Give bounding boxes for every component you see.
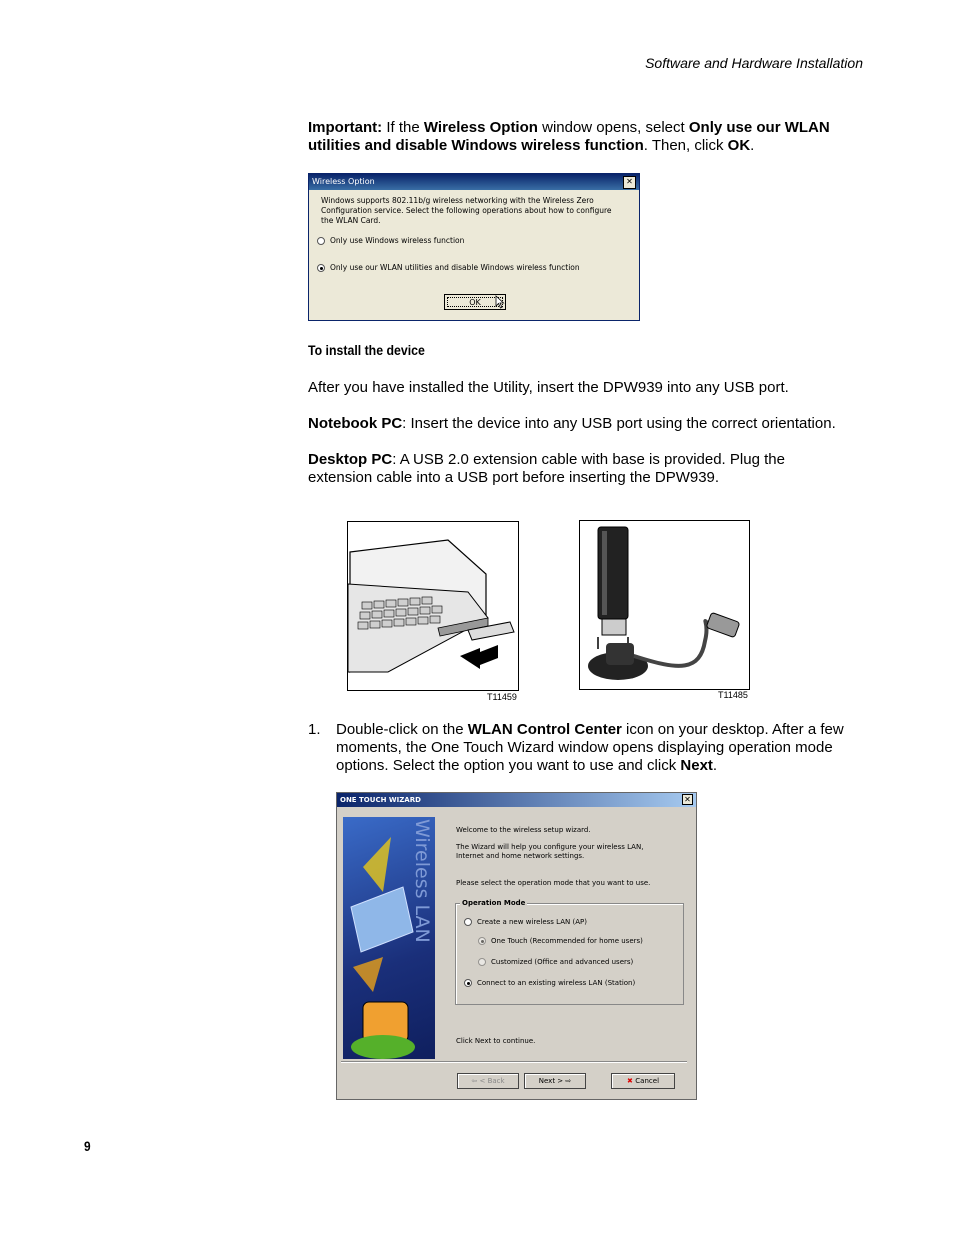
laptop-figure-caption: T11459 — [487, 692, 517, 702]
option-customized[interactable]: Customized (Office and advanced users) — [478, 958, 633, 967]
wizard-title: ONE TOUCH WIZARD — [340, 796, 421, 804]
radio-selected-icon[interactable] — [317, 264, 325, 272]
wizard-side-text: Wireless LAN — [411, 819, 433, 943]
wizard-side-banner — [343, 817, 435, 1059]
step-1-text: Double-click on the WLAN Control Center icon on your desktop. After a few moments, the One Touch Wizard window opens displaying operation mode options. Select the option you want to use and click Next. — [336, 721, 844, 774]
dialog-title: Wireless Option — [312, 177, 375, 186]
cable-figure-caption: T11485 — [718, 690, 748, 700]
close-icon[interactable]: ✕ — [682, 794, 693, 805]
radio-selected-icon[interactable] — [464, 979, 472, 987]
cursor-arrow-icon — [495, 295, 505, 309]
next-button[interactable]: Next > ⇨ — [524, 1073, 586, 1089]
option-station[interactable]: Connect to an existing wireless LAN (Station) — [464, 979, 635, 988]
wizard-welcome: Welcome to the wireless setup wizard. — [456, 826, 591, 834]
option-create-ap[interactable]: Create a new wireless LAN (AP) — [464, 918, 587, 927]
option-wlan-utilities[interactable]: Only use our WLAN utilities and disable Windows wireless function — [317, 263, 580, 272]
close-icon[interactable]: ✕ — [623, 176, 636, 189]
running-header: Software and Hardware Installation — [645, 55, 863, 71]
wizard-select-prompt: Please select the operation mode that you want to use. — [456, 879, 651, 887]
dialog-titlebar — [309, 174, 639, 190]
page-number: 9 — [84, 1138, 91, 1154]
one-touch-wizard-dialog — [336, 792, 697, 1100]
operation-mode-label: Operation Mode — [462, 899, 526, 907]
radio-selected-icon[interactable] — [478, 937, 486, 945]
wizard-separator — [341, 1061, 687, 1063]
cancel-x-icon: ✖ — [626, 1077, 636, 1085]
option-one-touch[interactable]: One Touch (Recommended for home users) — [478, 937, 643, 946]
wizard-footer-hint: Click Next to continue. — [456, 1037, 536, 1045]
install-paragraph: After you have installed the Utility, insert the DPW939 into any USB port. — [308, 379, 789, 396]
ok-button[interactable]: OK — [444, 294, 506, 310]
wizard-titlebar — [337, 793, 696, 807]
back-arrow-icon: ⇦ — [471, 1077, 480, 1085]
desktop-paragraph: Desktop PC: A USB 2.0 extension cable with base is provided. Plug the extension cable into a USB port before inserting the DPW939. — [308, 451, 785, 486]
wizard-intro: The Wizard will help you configure your wireless LAN, Internet and home network settings. — [456, 843, 644, 860]
radio-icon[interactable] — [464, 918, 472, 926]
back-button[interactable]: ⇦ < Back — [457, 1073, 519, 1089]
laptop-usb-illustration — [347, 521, 519, 691]
notebook-paragraph: Notebook PC: Insert the device into any USB port using the correct orientation. — [308, 415, 836, 432]
cancel-button[interactable]: ✖ Cancel — [611, 1073, 675, 1089]
next-arrow-icon: ⇨ — [563, 1077, 572, 1085]
wireless-option-dialog — [308, 173, 640, 321]
radio-icon[interactable] — [317, 237, 325, 245]
important-note: Important: If the Wireless Option window opens, select Only use our WLAN utilities and disable Windows wireless function. Then, click OK. — [308, 119, 830, 154]
option-windows-wireless[interactable]: Only use Windows wireless function — [317, 236, 464, 245]
usb-cable-illustration — [579, 520, 750, 690]
section-heading: To install the device — [308, 342, 425, 358]
step-number: 1. — [308, 721, 321, 738]
radio-icon[interactable] — [478, 958, 486, 966]
dialog-message: Windows supports 802.11b/g wireless networking with the Wireless Zero Configuration service. Select the following operations about how to configure the WLAN Card. — [321, 196, 612, 225]
